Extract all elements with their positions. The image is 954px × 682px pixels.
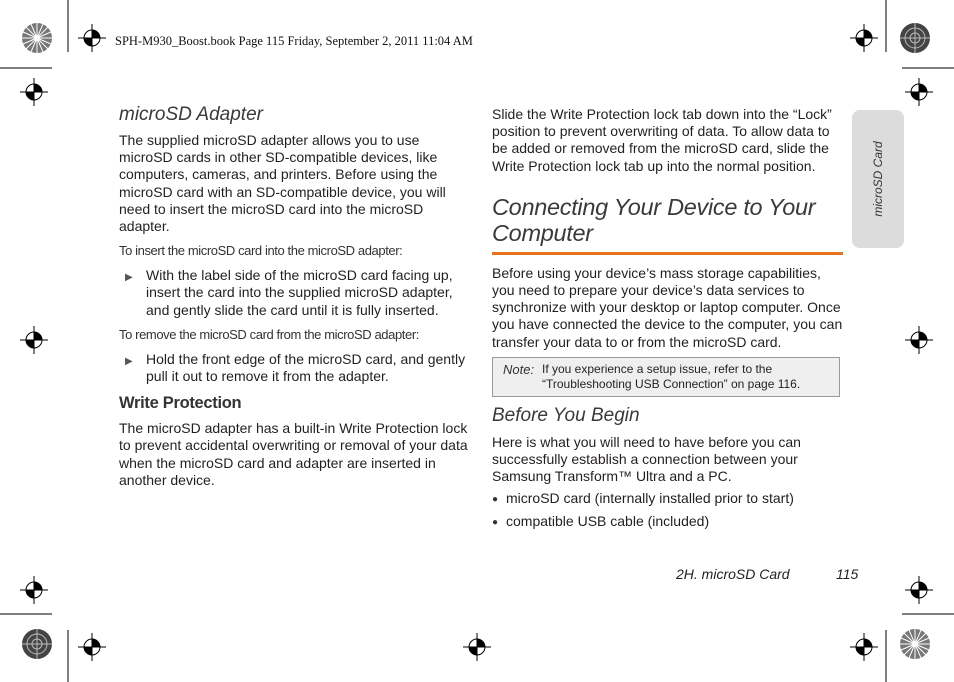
registration-target-icon [850,24,878,57]
round-bullet-icon: ● [492,517,499,529]
accent-rule [492,252,843,255]
note-text: If you experience a setup issue, refer to the “Troubleshooting USB Connection” on page 116. [542,361,801,391]
insert-step [119,267,471,319]
list-item [492,490,844,508]
right-column [492,106,844,531]
side-thumb-tab [852,110,904,248]
section-title-connecting: Connecting Your Device to Your Computer [492,193,816,246]
registration-target-icon [20,78,48,111]
list-item-text: microSD card (internally installed prior to start) [506,490,794,507]
registration-target-icon [20,326,48,359]
color-wheel-icon [899,628,931,665]
registration-target-icon [905,78,933,111]
print-header: SPH-M930_Boost.book Page 115 Friday, September 2, 2011 11:04 AM [115,34,473,48]
registration-target-icon [78,633,106,666]
side-tab-label: microSD Card [871,141,885,217]
registration-target-icon [905,326,933,359]
connect-paragraph: Before using your device’s mass storage capabilities, you need to prepare your device’s data services to synchronize with your desktop or laptop computer. Once you have connected the device to the computer, you can transfer your data to or from the microSD card. [492,264,843,350]
list-item [492,513,844,531]
triangle-bullet-icon: ▶ [125,272,133,284]
remove-step [119,351,471,385]
registration-target-icon [78,24,106,57]
left-column [119,104,471,489]
registration-target-icon [850,633,878,666]
remove-procedure-label: To remove the microSD card from the microSD adapter: [119,326,419,342]
color-wheel-icon [899,22,931,59]
footer-section-label: 2H. microSD Card [676,566,790,582]
color-wheel-icon [21,22,53,59]
slide-lock-paragraph: Slide the Write Protection lock tab down into the “Lock” position to prevent overwriting of data. To allow data to be added or removed from the microSD card, slide the Write Protection lock tab up into the normal position. [492,106,832,174]
registration-target-icon [463,633,491,666]
registration-target-icon [20,576,48,609]
page-number: 115 [836,566,859,582]
note-box [492,357,840,397]
insert-step-text: With the label side of the microSD card facing up, insert the card into the supplied microSD adapter, and gently slide the card until it is fully inserted. [146,267,453,318]
color-wheel-icon [21,628,53,665]
triangle-bullet-icon: ▶ [125,355,133,367]
section-title-microsd-adapter: microSD Adapter [119,104,263,125]
list-item-text: compatible USB cable (included) [506,513,710,530]
section-title-before-you-begin: Before You Begin [492,404,640,426]
note-label: Note: [503,361,535,377]
registration-target-icon [905,576,933,609]
insert-procedure-label: To insert the microSD card into the microSD adapter: [119,243,403,259]
write-protection-paragraph: The microSD adapter has a built-in Write Protection lock to prevent accidental overwriting or removal of your data when the microSD card and adapter are inserted in another device. [119,420,468,488]
round-bullet-icon: ● [492,494,499,506]
write-protection-heading: Write Protection [119,394,242,413]
remove-step-text: Hold the front edge of the microSD card, and gently pull it out to remove it from the adapter. [146,350,466,385]
intro-paragraph: The supplied microSD adapter allows you to use microSD cards in other SD-compatible devices, like computers, cameras, and printers. Before using the microSD card with an SD-compatible device, you will need to insert the microSD card into the microSD adapter. [119,132,446,235]
before-paragraph: Here is what you will need to have before you can successfully establish a connection between your Samsung Transform™ Ultra and a PC. [492,433,801,485]
